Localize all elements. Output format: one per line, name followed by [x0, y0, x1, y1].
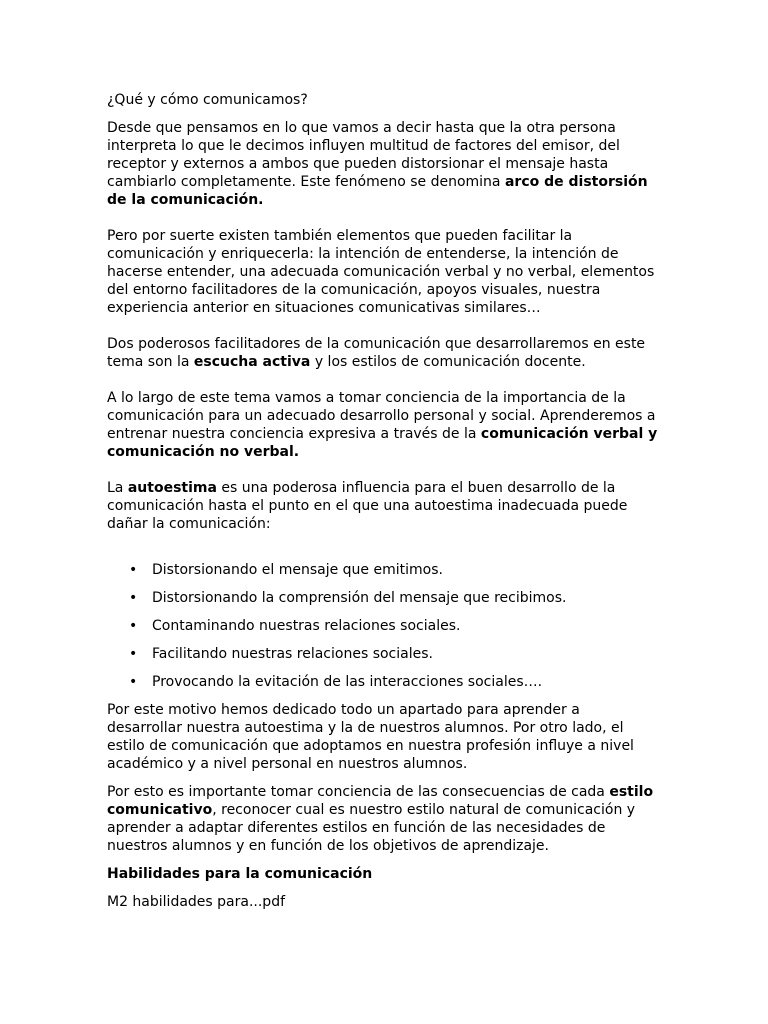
bold-term-distortion-arc: arco de distorsión de la comunicación.: [107, 174, 648, 208]
paragraph-text: Por esto es importante tomar conciencia de las consecuencias de cada: [107, 784, 610, 800]
paragraph-text: y los estilos de comunicación docente.: [310, 354, 586, 370]
paragraph-self-esteem-section: Por este motivo hemos dedicado todo un apartado para aprender a desarrollar nuestra autoestima y la de nuestros alumnos. Por otro lado, el estilo de comunicación que adoptamos en nuestra profesión influye a nivel académico y a nivel personal en nuestros alumnos.: [107, 702, 634, 772]
bullet-icon: •: [129, 562, 138, 578]
paragraph-text: Dos poderosos facilitadores de la comunicación que desarrollaremos en este tema son la: [107, 336, 646, 370]
section-heading: Habilidades para la comunicación: [107, 866, 373, 882]
bullet-icon: •: [129, 674, 138, 690]
bold-term-verbal-communication: comunicación verbal y comunicación no verbal.: [107, 426, 658, 460]
paragraph-distortion: [107, 119, 659, 209]
attachment-link[interactable]: M2 habilidades para...pdf: [107, 894, 286, 910]
list-item-text: Provocando la evitación de las interacciones sociales….: [152, 674, 543, 690]
bullet-icon: •: [129, 646, 138, 662]
list-item-text: Contaminando nuestras relaciones sociales.: [152, 618, 461, 634]
bold-term-communication-style: estilo comunicativo: [107, 784, 654, 818]
paragraph-active-listening: [107, 335, 659, 371]
list-item-text: Distorsionando la comprensión del mensaje que recibimos.: [152, 590, 567, 606]
list-item: [107, 673, 659, 691]
list-item: [107, 589, 659, 607]
list-item: [107, 645, 659, 663]
bullet-list: [107, 561, 659, 691]
paragraph-communication-style: [107, 783, 659, 855]
document-body: [107, 91, 659, 911]
list-item-text: Distorsionando el mensaje que emitimos.: [152, 562, 443, 578]
paragraph-text: , reconocer cual es nuestro estilo natural de comunicación y aprender a adaptar diferentes estilos en función de las necesidades de nuestros alumnos y en función de los objetivos de aprendizaje.: [107, 802, 636, 854]
bullet-icon: •: [129, 618, 138, 634]
paragraph-text: Desde que pensamos en lo que vamos a decir hasta que la otra persona interpreta lo que le decimos influyen multitud de factores del emisor, del receptor y externos a ambos que pueden distorsionar el mensaje hasta cambiarlo completamente. Este fenómeno se denomina: [107, 120, 620, 190]
list-item: [107, 561, 659, 579]
list-item-text: Facilitando nuestras relaciones sociales.: [152, 646, 433, 662]
document-title: ¿Qué y cómo comunicamos?: [107, 92, 308, 108]
paragraph-text: A lo largo de este tema vamos a tomar conciencia de la importancia de la comunicación para un adecuado desarrollo personal y social. Aprenderemos a entrenar nuestra conciencia expresiva a través de la: [107, 390, 656, 442]
bold-term-self-esteem: autoestima: [127, 480, 217, 496]
paragraph-text: La: [107, 480, 128, 496]
bullet-icon: •: [129, 590, 138, 606]
paragraph-facilitators: Pero por suerte existen también elementos que pueden facilitar la comunicación y enriquecerla: la intención de entenderse, la intención de hacerse entender, una adecuada comunicación verbal y no verbal, elementos del entorno facilitadores de la comunicación, apoyos visuales, nuestra experiencia anterior en situaciones comunicativas similares…: [107, 228, 655, 316]
paragraph-text: es una poderosa influencia para el buen desarrollo de la comunicación hasta el punto en el que una autoestima inadecuada puede dañar la comunicación:: [107, 480, 628, 532]
paragraph-self-esteem: [107, 479, 659, 533]
list-item: [107, 617, 659, 635]
bold-term-active-listening: escucha activa: [193, 354, 311, 370]
paragraph-communication-importance: [107, 389, 659, 461]
